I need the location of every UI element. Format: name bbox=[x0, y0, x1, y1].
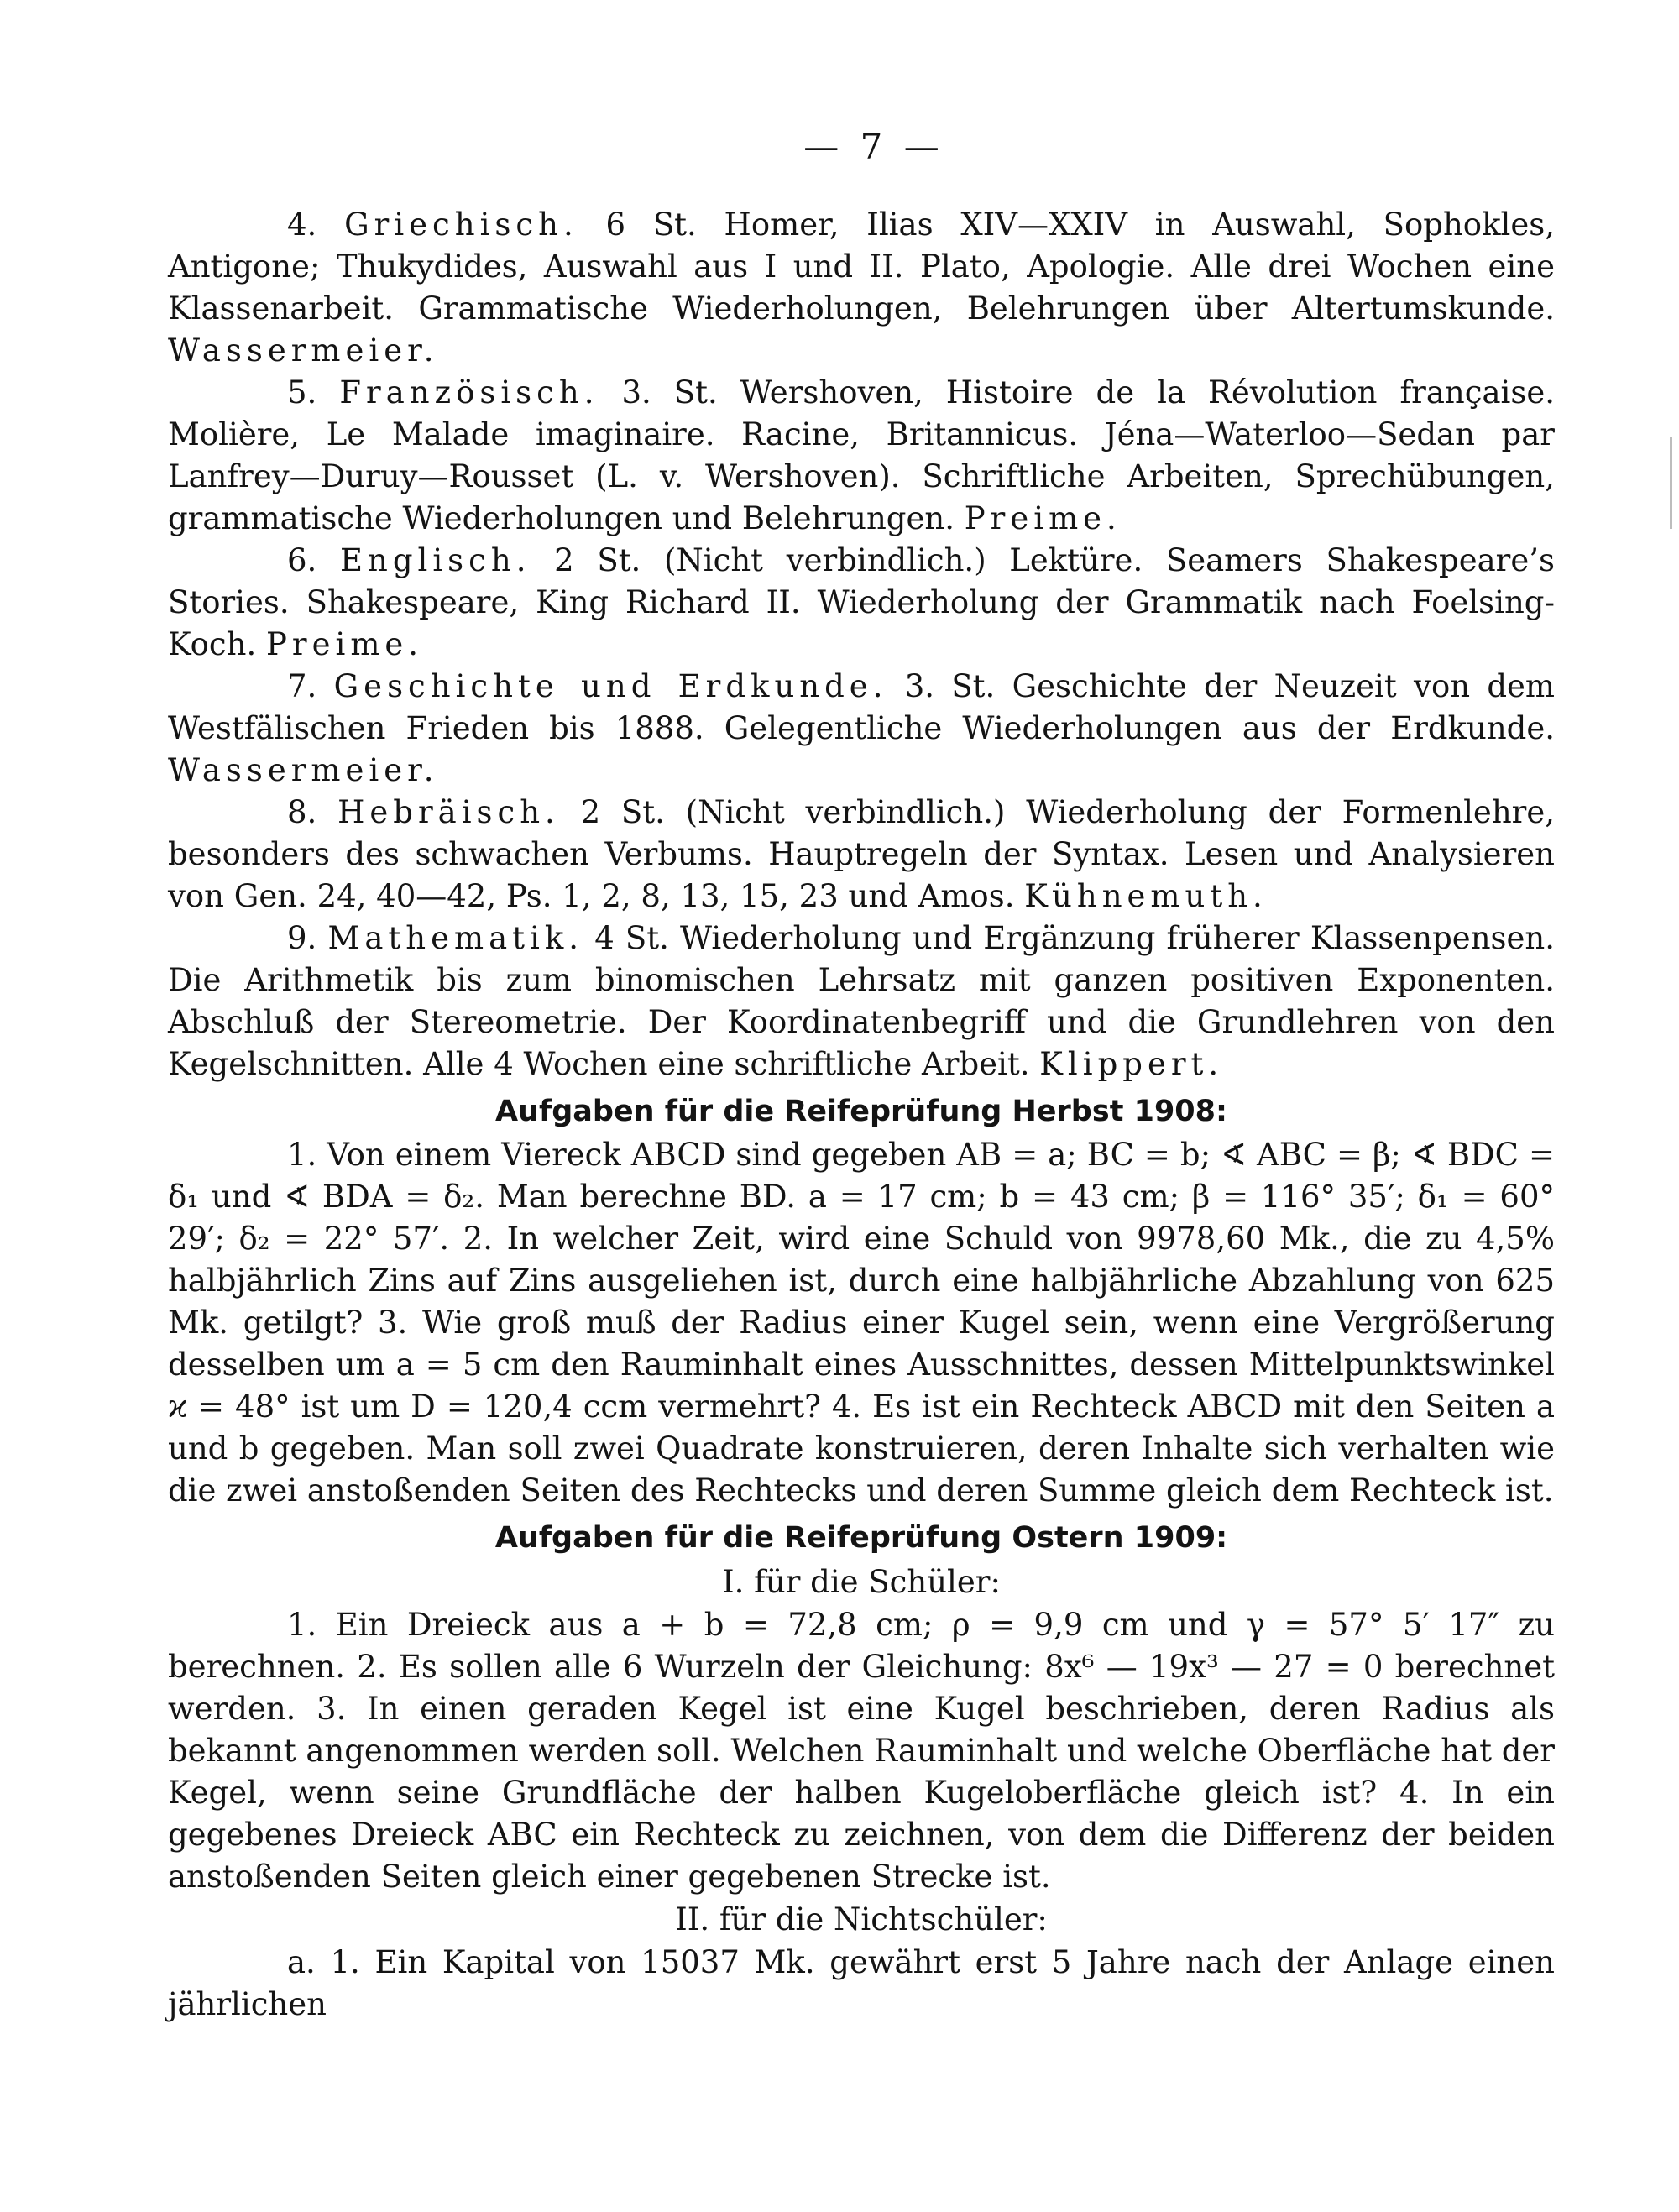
heading-herbst-1908: Aufgaben für die Reifeprüfung Herbst 1908: bbox=[494, 1095, 1228, 1128]
subheading-non-students: II. für die Nichtschüler: bbox=[675, 1901, 1048, 1937]
teacher-name: Klippert. bbox=[1039, 1046, 1224, 1082]
subject-math: 9. Mathematik. 4 St. Wiederholung und Ergänzung früherer Klassenpensen. Die Arithmetik bis zum binomischen Lehrsatz mit ganzen positiven Exponenten. Abschluß der Stereometrie. Der Koordinatenbegriff und die Grundlehren von den Kegelschnitten. Alle 4 Wochen eine schriftliche Arbeit. Klippert. bbox=[168, 920, 1556, 1082]
subject-history: 7. Geschichte und Erdkunde. 3. St. Geschichte der Neuzeit von dem Westfälischen Frieden bis 1888. Gelegentliche Wiederholungen aus der Erdkunde. Wassermeier. bbox=[168, 668, 1555, 788]
subject-title: Hebräisch. bbox=[337, 794, 560, 830]
teacher-name: Wassermeier. bbox=[168, 332, 439, 369]
heading-ostern-1909: Aufgaben für die Reifeprüfung Ostern 1909: bbox=[494, 1521, 1228, 1555]
teacher-name: Preime. bbox=[266, 626, 424, 662]
subject-text: 2 St. (Nicht verbindlich.) Wiederholung der Formenlehre, besonders des schwachen Verbums. Hauptregeln der Syntax. Lesen und Analysieren von Gen. 24, 40—42, Ps. 1, 2, 8, 13, 15, 23 und Amos. bbox=[168, 794, 1555, 914]
subject-title: Englisch. bbox=[339, 542, 531, 578]
subject-title: Mathematik. bbox=[327, 920, 584, 956]
subject-title: Französisch. bbox=[339, 374, 599, 411]
subject-english: 6. Englisch. 2 St. (Nicht verbindlich.) Lektüre. Seamers Shakespeare’s Stories. Shakespeare, King Richard II. Wiederholung der Grammatik nach Foelsing-Koch. Preime. bbox=[168, 542, 1556, 662]
tasks-students: 1. Ein Dreieck aus a + b = 72,8 cm; ρ = 9,9 cm und γ = 57° 5′ 17″ zu berechnen. 2. Es sollen alle 6 Wurzeln der Gleichung: 8x⁶ — 19x³ — 27 = 0 berechnet werden. 3. In einen geraden Kegel ist eine Kugel beschrieben, deren Radius als bekannt angenommen werden soll. Welchen Rauminhalt und welche Oberfläche hat der Kegel, wenn seine Grundfläche der halben Kugeloberfläche gleich ist? 4. In ein gegebenes Dreieck ABC ein Rechteck zu zeichnen, von dem die Differenz der beiden anstoßenden Seiten gleich einer gegebenen Strecke ist. bbox=[168, 1607, 1555, 1895]
subject-text: 4 St. Wiederholung und Ergänzung früherer Klassenpensen. Die Arithmetik bis zum binomischen Lehrsatz mit ganzen positiven Exponenten. Abschluß der Stereometrie. Der Koordinatenbegriff und die Grundlehren von den Kegelschnitten. Alle 4 Wochen eine schriftliche Arbeit. bbox=[168, 920, 1556, 1082]
teacher-name: Kühnemuth. bbox=[1024, 878, 1268, 914]
subject-text: 2 St. (Nicht verbindlich.) Lektüre. Seamers Shakespeare’s Stories. Shakespeare, King Richard II. Wiederholung der Grammatik nach Foelsing-Koch. bbox=[168, 542, 1556, 662]
subject-title: Geschichte und Erdkunde. bbox=[333, 668, 888, 704]
teacher-name: Wassermeier. bbox=[168, 752, 439, 788]
subject-greek: 4. Griechisch. 6 St. Homer, Ilias XIV—XXIV in Auswahl, Sophokles, Antigone; Thukydides, Auswahl aus I und II. Plato, Apologie. Alle drei Wochen eine Klassenarbeit. Grammatische Wiederholungen, Belehrungen über Altertumskunde. Wassermeier. bbox=[168, 207, 1555, 369]
subject-hebrew: 8. Hebräisch. 2 St. (Nicht verbindlich.) Wiederholung der Formenlehre, besonders des schwachen Verbums. Hauptregeln der Syntax. Lesen und Analysieren von Gen. 24, 40—42, Ps. 1, 2, 8, 13, 15, 23 und Amos. Kühnemuth. bbox=[168, 794, 1555, 914]
subject-text: 3. St. Wershoven, Histoire de la Révolution française. Molière, Le Malade imaginaire. Racine, Britannicus. Jéna—Waterloo—Sedan par Lanfrey—Duruy—Rousset (L. v. Wershoven). Schriftliche Arbeiten, Sprechübungen, grammatische Wiederholungen und Belehrungen. bbox=[168, 374, 1555, 536]
tasks-herbst-1908: 1. Von einem Viereck ABCD sind gegeben AB = a; BC = b; ∢ ABC = β; ∢ BDC = δ₁ und ∢ BDA = δ₂. Man berechne BD. a = 17 cm; b = 43 cm; β = 116° 35′; δ₁ = 60° 29′; δ₂ = 22° 57′. 2. In welcher Zeit, wird eine Schuld von 9978,60 Mk., die zu 4,5% halbjährlich Zins auf Zins ausgeliehen ist, durch eine halbjährliche Abzahlung von 625 Mk. getilgt? 3. Wie groß muß der Radius einer Kugel sein, wenn eine Vergrößerung desselben um a = 5 cm den Rauminhalt eines Ausschnittes, dessen Mittelpunktswinkel ϰ = 48° ist um D = 120,4 ccm vermehrt? 4. Es ist ein Rechteck ABCD mit den Seiten a und b gegeben. Man soll zwei Quadrate konstruieren, deren Inhalte sich verhalten wie die zwei anstoßenden Seiten des Rechtecks und deren Summe gleich dem Rechteck ist. bbox=[168, 1137, 1555, 1509]
subheading-students: I. für die Schüler: bbox=[722, 1564, 1001, 1600]
subject-text: 3. St. Geschichte der Neuzeit von dem Westfälischen Frieden bis 1888. Gelegentliche Wiederholungen aus der Erdkunde. bbox=[168, 668, 1555, 746]
subject-french: 5. Französisch. 3. St. Wershoven, Histoire de la Révolution française. Molière, Le Malade imaginaire. Racine, Britannicus. Jéna—Waterloo—Sedan par Lanfrey—Duruy—Rousset (L. v. Wershoven). Schriftliche Arbeiten, Sprechübungen, grammatische Wiederholungen und Belehrungen. Preime. bbox=[168, 374, 1555, 536]
margin-mark bbox=[1670, 437, 1672, 529]
tasks-non-students: a. 1. Ein Kapital von 15037 Mk. gewährt erst 5 Jahre nach der Anlage einen jährlichen bbox=[168, 1944, 1555, 2022]
subject-title: Griechisch. bbox=[344, 207, 578, 243]
teacher-name: Preime. bbox=[964, 500, 1122, 536]
subject-text: 6 St. Homer, Ilias XIV—XXIV in Auswahl, Sophokles, Antigone; Thukydides, Auswahl aus I und II. Plato, Apologie. Alle drei Wochen eine Klassenarbeit. Grammatische Wiederholungen, Belehrungen über Altertumskunde. bbox=[168, 207, 1555, 327]
page-number: — 7 — bbox=[803, 126, 944, 167]
